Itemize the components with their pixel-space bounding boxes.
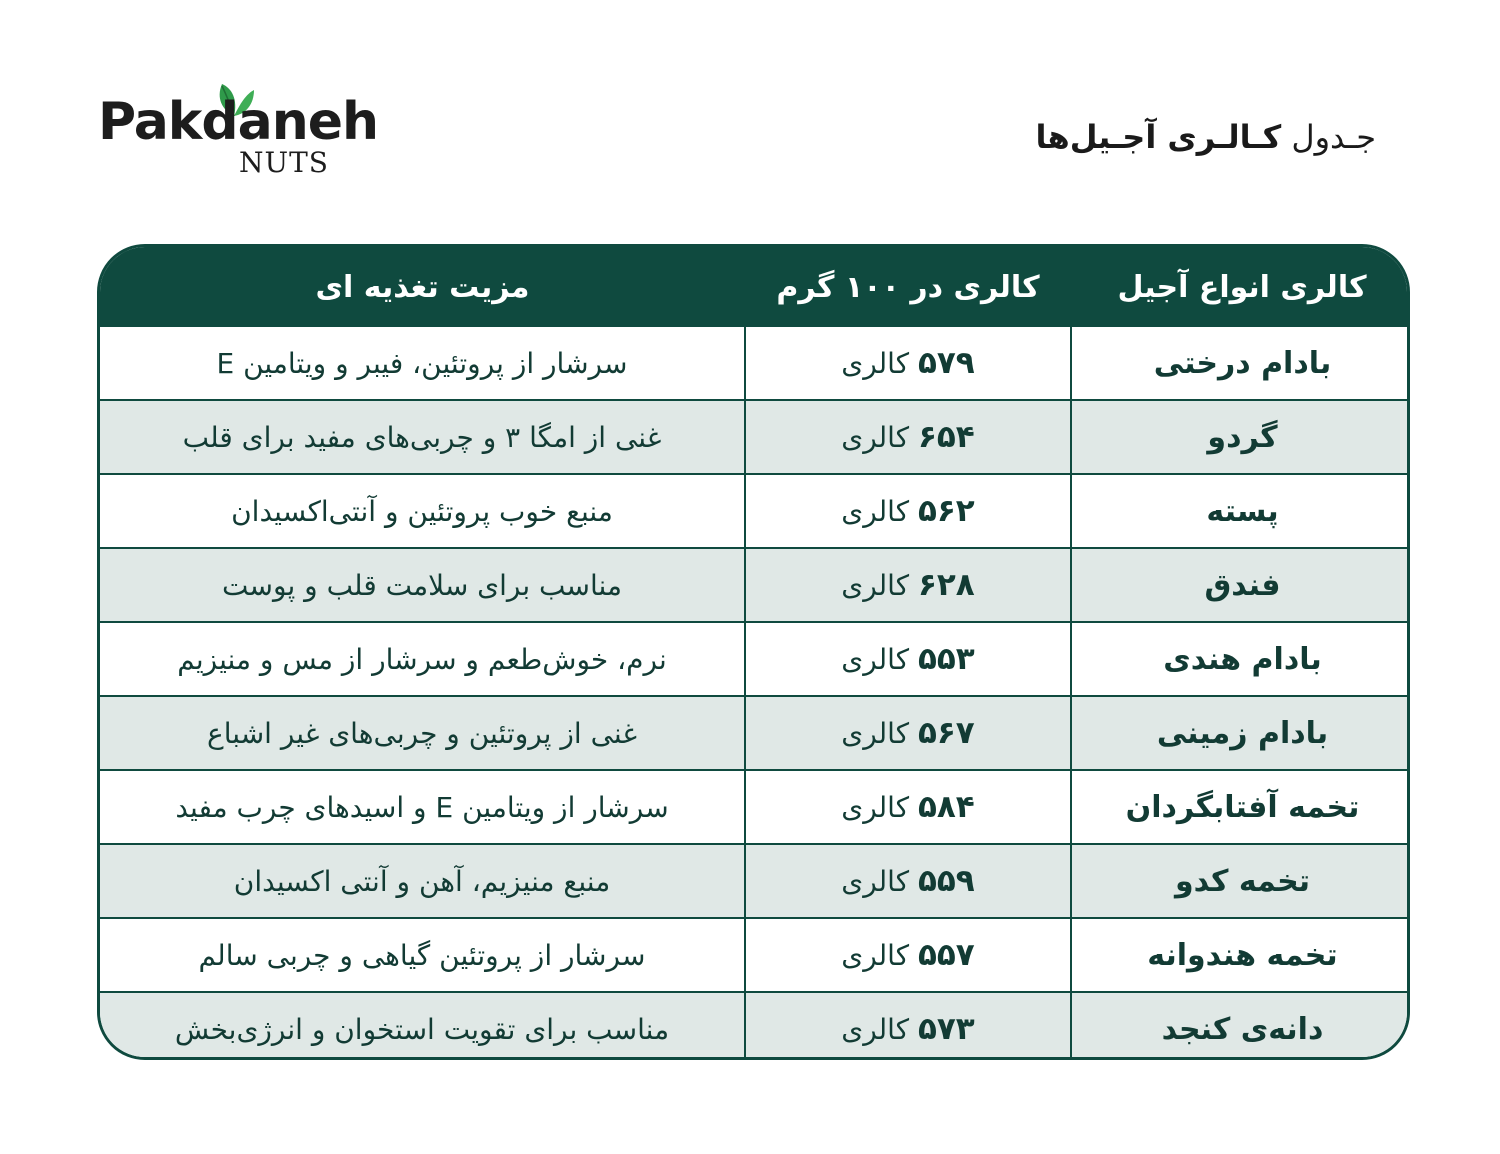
table-row bbox=[100, 918, 1410, 992]
calorie-value: ۶۵۴ bbox=[917, 419, 975, 455]
table-row bbox=[100, 992, 1410, 1060]
table-header-row bbox=[100, 247, 1410, 327]
nutrition-benefit: نرم، خوش‌طعم و سرشار از مس و منیزیم bbox=[100, 622, 745, 696]
calorie-unit: کالری bbox=[841, 717, 910, 750]
nut-name: گردو bbox=[1071, 400, 1410, 474]
calorie-value: ۵۷۹ bbox=[917, 345, 975, 381]
calorie-value: ۵۷۳ bbox=[917, 1011, 975, 1047]
nut-name: دانه‌ی کنجد bbox=[1071, 992, 1410, 1060]
nutrition-benefit: سرشار از پروتئین، فیبر و ویتامین E bbox=[100, 327, 745, 400]
header-benefit: مزیت تغذیه ای bbox=[100, 247, 745, 327]
calorie-unit: کالری bbox=[841, 569, 910, 602]
table-row bbox=[100, 696, 1410, 770]
table-row bbox=[100, 474, 1410, 548]
table-row bbox=[100, 548, 1410, 622]
nutrition-benefit: مناسب برای سلامت قلب و پوست bbox=[100, 548, 745, 622]
page-title-main: کـالـری آجـیل‌ها bbox=[1035, 118, 1282, 156]
calorie-value: ۵۶۲ bbox=[917, 493, 975, 529]
nutrition-benefit: سرشار از ویتامین E و اسیدهای چرب مفید bbox=[100, 770, 745, 844]
calorie-table-grid bbox=[100, 247, 1410, 1060]
page-title bbox=[1035, 118, 1376, 156]
calorie-unit: کالری bbox=[841, 939, 910, 972]
nutrition-benefit: مناسب برای تقویت استخوان و انرژی‌بخش bbox=[100, 992, 745, 1060]
calorie-value: ۵۵۷ bbox=[917, 937, 975, 973]
calorie-cell bbox=[745, 992, 1071, 1060]
table-row bbox=[100, 770, 1410, 844]
nutrition-benefit: منبع خوب پروتئین و آنتی‌اکسیدان bbox=[100, 474, 745, 548]
nut-name: تخمه کدو bbox=[1071, 844, 1410, 918]
page-title-prefix: جـدول bbox=[1291, 118, 1376, 156]
nut-name: تخمه هندوانه bbox=[1071, 918, 1410, 992]
calorie-cell bbox=[745, 844, 1071, 918]
calorie-cell bbox=[745, 327, 1071, 400]
nutrition-benefit: منبع منیزیم، آهن و آنتی اکسیدان bbox=[100, 844, 745, 918]
calorie-table bbox=[97, 244, 1410, 1060]
calorie-unit: کالری bbox=[841, 421, 910, 454]
nut-name: تخمه آفتابگردان bbox=[1071, 770, 1410, 844]
table-row bbox=[100, 327, 1410, 400]
logo-subtitle: NUTS bbox=[239, 146, 329, 179]
calorie-unit: کالری bbox=[841, 643, 910, 676]
calorie-cell bbox=[745, 622, 1071, 696]
nut-name: بادام درختی bbox=[1071, 327, 1410, 400]
nutrition-benefit: سرشار از پروتئین گیاهی و چربی سالم bbox=[100, 918, 745, 992]
table-row bbox=[100, 400, 1410, 474]
nut-name: بادام زمینی bbox=[1071, 696, 1410, 770]
calorie-cell bbox=[745, 918, 1071, 992]
calorie-cell bbox=[745, 474, 1071, 548]
brand-logo bbox=[96, 80, 379, 185]
calorie-cell bbox=[745, 400, 1071, 474]
calorie-unit: کالری bbox=[841, 1013, 910, 1046]
logo-wordmark: Pakdaneh bbox=[98, 92, 379, 152]
calorie-value: ۵۸۴ bbox=[917, 789, 975, 825]
nut-name: بادام هندی bbox=[1071, 622, 1410, 696]
calorie-unit: کالری bbox=[841, 495, 910, 528]
table-row bbox=[100, 622, 1410, 696]
calorie-cell bbox=[745, 696, 1071, 770]
header-calories: کالری در ۱۰۰ گرم bbox=[745, 247, 1071, 327]
nutrition-benefit: غنی از امگا ۳ و چربی‌های مفید برای قلب bbox=[100, 400, 745, 474]
calorie-value: ۶۲۸ bbox=[917, 567, 975, 603]
calorie-unit: کالری bbox=[841, 347, 910, 380]
calorie-unit: کالری bbox=[841, 865, 910, 898]
calorie-unit: کالری bbox=[841, 791, 910, 824]
nut-name: فندق bbox=[1071, 548, 1410, 622]
table-row bbox=[100, 844, 1410, 918]
nutrition-benefit: غنی از پروتئین و چربی‌های غیر اشباع bbox=[100, 696, 745, 770]
calorie-cell bbox=[745, 770, 1071, 844]
header-nut-type: کالری انواع آجیل bbox=[1071, 247, 1410, 327]
calorie-value: ۵۵۹ bbox=[917, 863, 975, 899]
nut-name: پسته bbox=[1071, 474, 1410, 548]
calorie-value: ۵۶۷ bbox=[917, 715, 975, 751]
calorie-cell bbox=[745, 548, 1071, 622]
calorie-value: ۵۵۳ bbox=[917, 641, 975, 677]
